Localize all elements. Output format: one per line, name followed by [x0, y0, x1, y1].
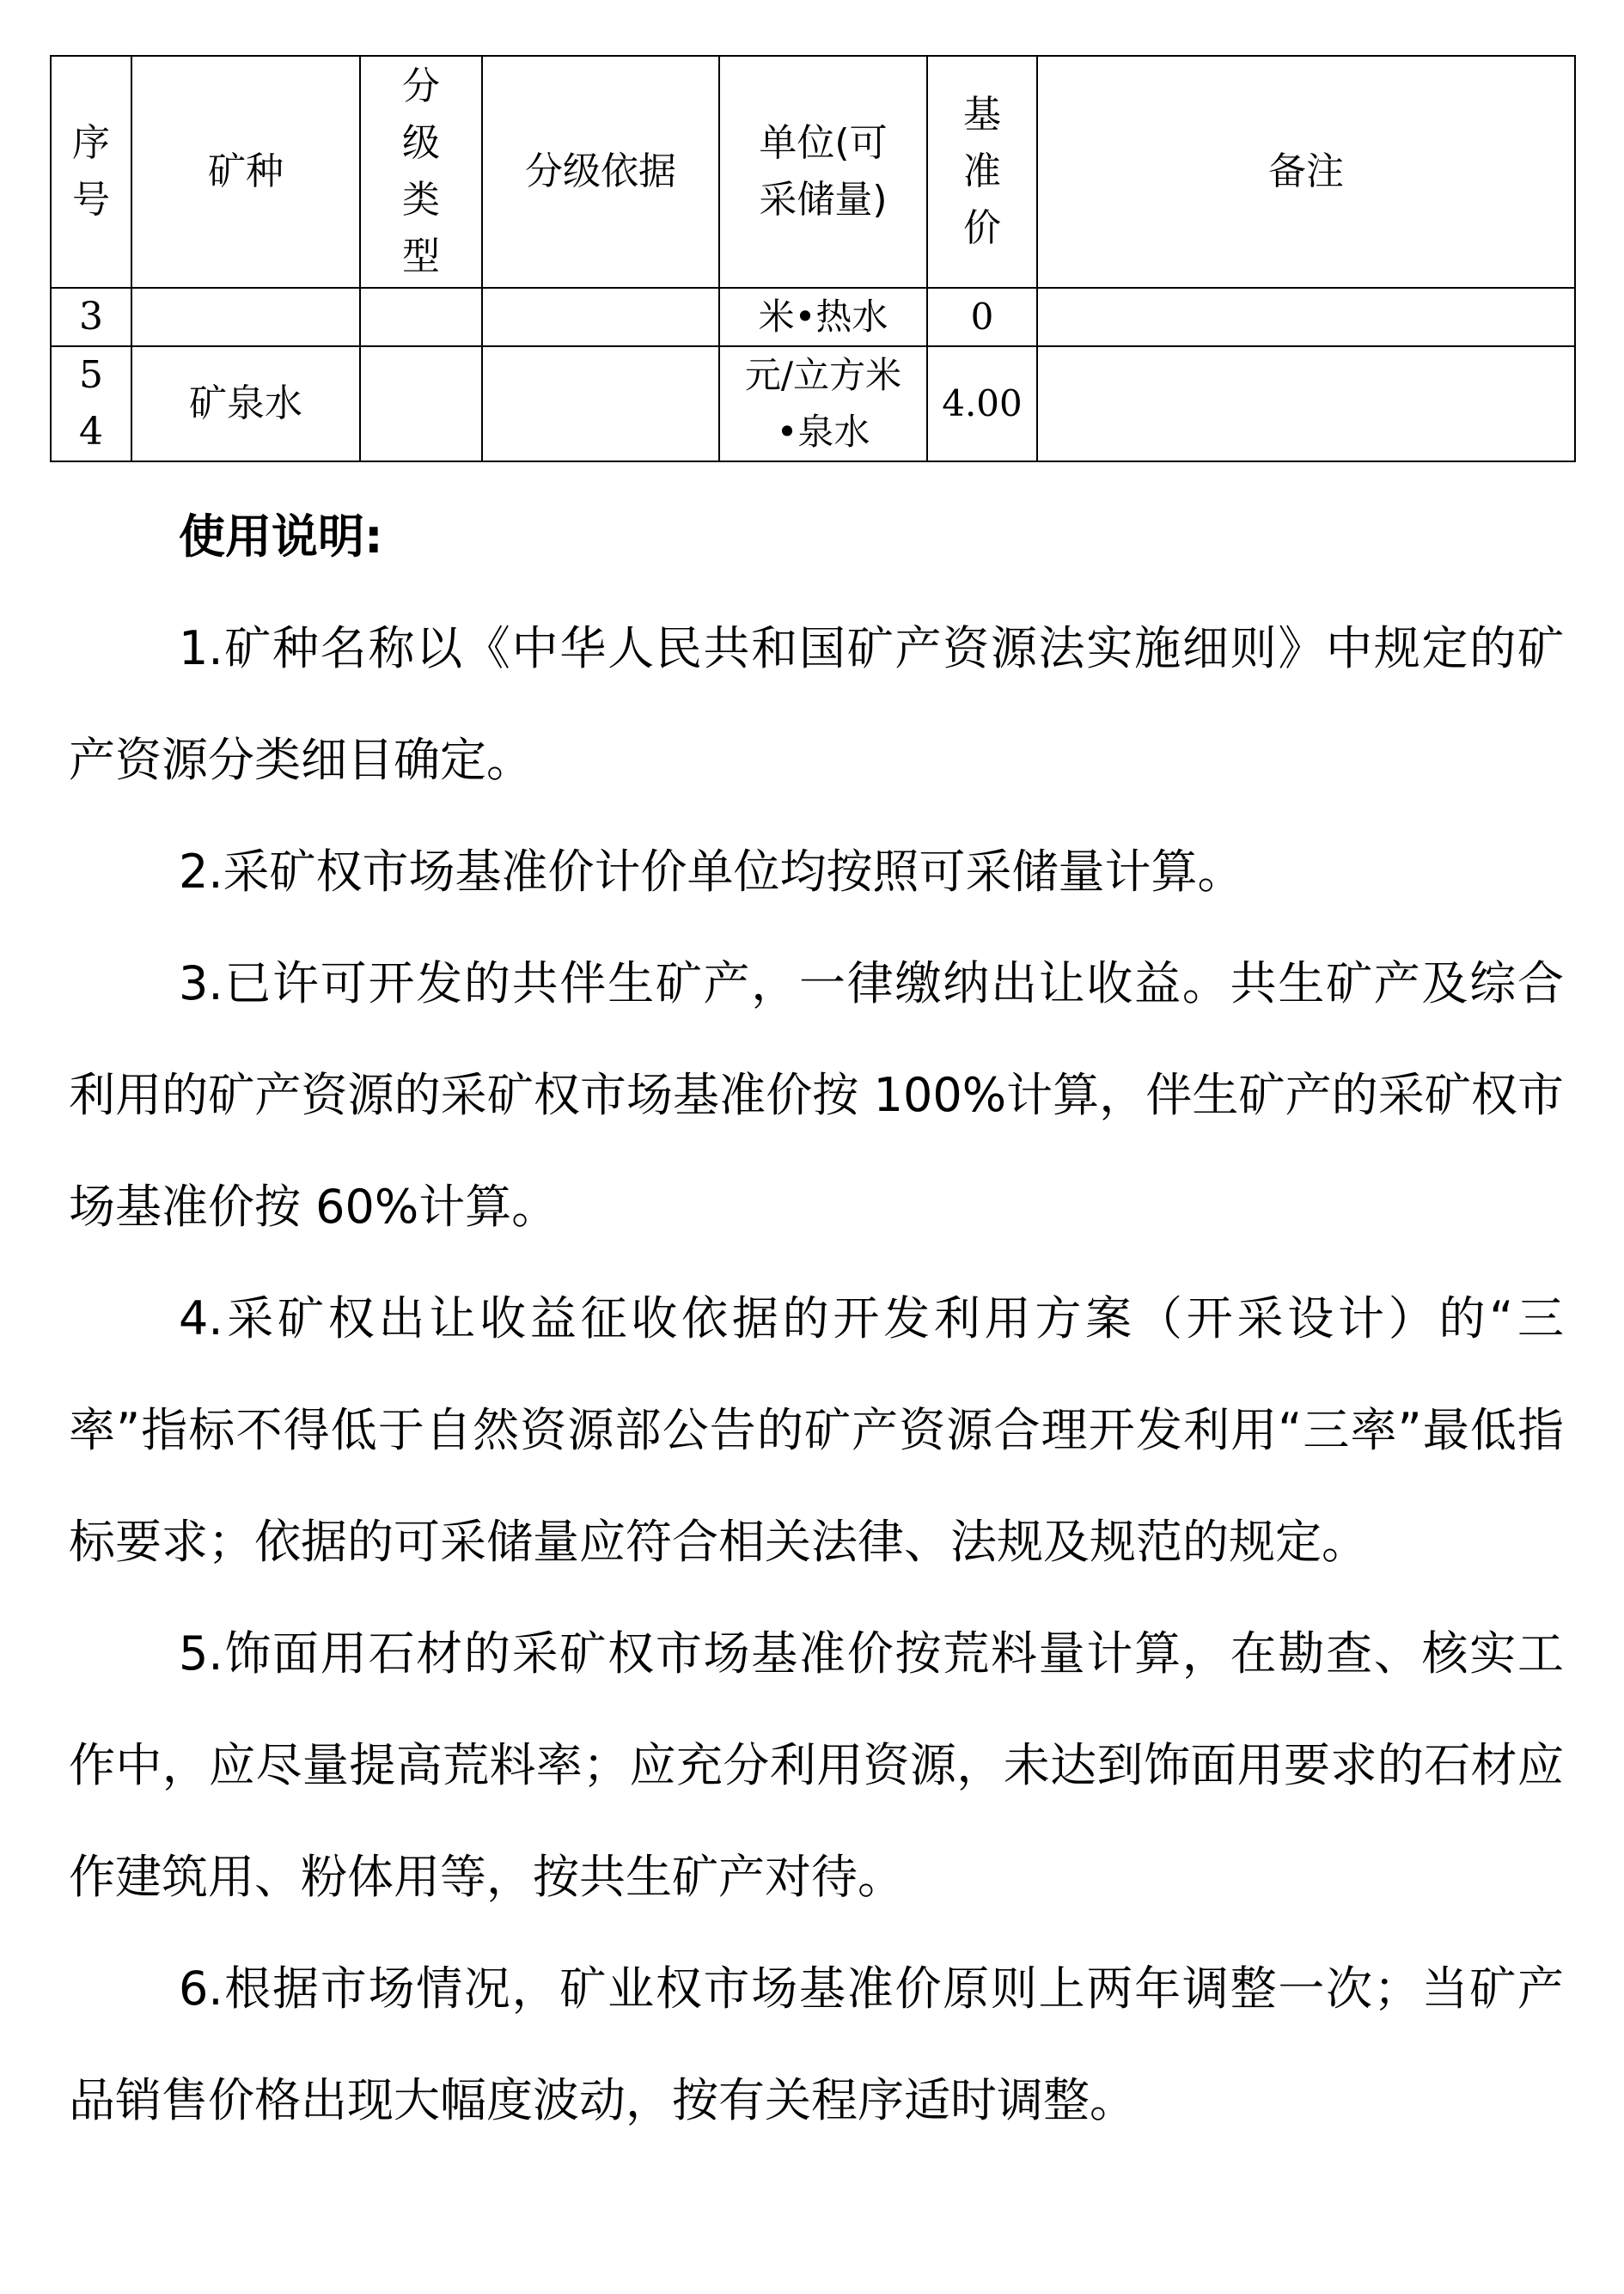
note-item-3: 3.已许可开发的共伴生矿产，一律缴纳出让收益。共生矿产及综合利用的矿产资源的采矿权市场基准价按 100%计算，伴生矿产的采矿权市场基准价按 60%计算。 [69, 956, 1564, 1234]
table-header-row [51, 56, 1575, 288]
header-remark: 备注 [1037, 56, 1575, 288]
header-grade-type: 分级类型 [360, 56, 482, 288]
header-grade-basis: 分级依据 [482, 56, 719, 288]
notes-heading: 使用说明: [179, 509, 383, 564]
cell-mineral: 矿泉水 [131, 346, 360, 461]
benchmark-price-table [50, 55, 1576, 462]
header-price: 基准价 [927, 56, 1037, 288]
table-row [51, 288, 1575, 346]
header-unit: 单位(可采储量) [719, 56, 927, 288]
cell-unit: 元/立方米•泉水 [719, 346, 927, 461]
cell-serial: 3 [51, 288, 131, 346]
cell-grade-type [360, 288, 482, 346]
note-item-6: 6.根据市场情况，矿业权市场基准价原则上两年调整一次；当矿产品销售价格出现大幅度波动，按有关程序适时调整。 [69, 1961, 1564, 2127]
note-item-1: 1.矿种名称以《中华人民共和国矿产资源法实施细则》中规定的矿产资源分类细目确定。 [69, 621, 1564, 787]
note-item-5: 5.饰面用石材的采矿权市场基准价按荒料量计算，在勘查、核实工作中，应尽量提高荒料率；应充分利用资源，未达到饰面用要求的石材应作建筑用、粉体用等，按共生矿产对待。 [69, 1626, 1564, 1904]
note-item-2: 2.采矿权市场基准价计价单位均按照可采储量计算。 [179, 845, 1244, 899]
cell-grade-basis [482, 346, 719, 461]
usage-notes [69, 481, 1564, 2157]
note-item-4: 4.采矿权出让收益征收依据的开发利用方案（开采设计）的“三率”指标不得低于自然资源部公告的矿产资源合理开发利用“三率”最低指标要求；依据的可采储量应符合相关法律、法规及规范的规定。 [69, 1291, 1564, 1569]
cell-grade-basis [482, 288, 719, 346]
header-mineral: 矿种 [131, 56, 360, 288]
cell-unit: 米•热水 [719, 288, 927, 346]
cell-mineral [131, 288, 360, 346]
cell-serial: 54 [51, 346, 131, 461]
cell-price: 0 [927, 288, 1037, 346]
cell-grade-type [360, 346, 482, 461]
cell-price: 4.00 [927, 346, 1037, 461]
cell-remark [1037, 288, 1575, 346]
header-serial: 序号 [51, 56, 131, 288]
cell-remark [1037, 346, 1575, 461]
table-row [51, 346, 1575, 461]
